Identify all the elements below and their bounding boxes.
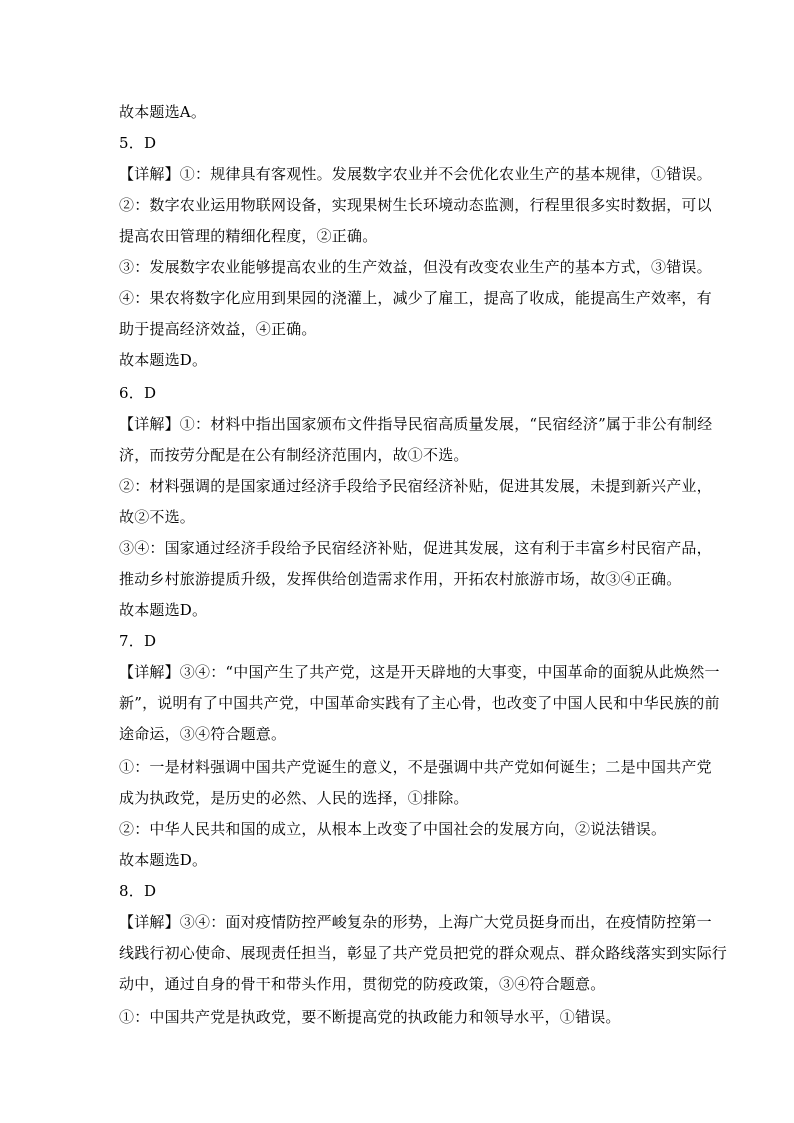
- explanation-line: 提高农田管理的精细化程度，②正确。: [119, 227, 378, 245]
- explanation-line: 途命运，③④符合题意。: [119, 725, 287, 743]
- explanation-line: 故②不选。: [119, 508, 196, 526]
- explanation-line: ②：中华人民共和国的成立，从根本上改变了中国社会的发展方向，②说法错误。: [119, 820, 667, 838]
- explanation-line: ③：发展数字农业能够提高农业的生产效益，但没有改变农业生产的基本方式，③错误。: [119, 258, 712, 276]
- explanation-line: 助于提高经济效益，④正确。: [119, 320, 317, 338]
- question-number-5: 5．D: [119, 134, 157, 152]
- question-number-7: 7．D: [119, 632, 157, 650]
- answer-conclusion: 故本题选D。: [119, 351, 208, 369]
- explanation-line: 【详解】①：材料中指出国家颁布文件指导民宿高质量发展，“民宿经济”属于非公有制经: [119, 415, 713, 433]
- explanation-line: 动中，通过自身的骨干和带头作用，贯彻党的防疫政策，③④符合题意。: [119, 975, 606, 993]
- answer-conclusion: 故本题选A。: [119, 103, 207, 121]
- question-number-8: 8．D: [119, 882, 157, 900]
- question-number-6: 6．D: [119, 384, 157, 402]
- explanation-line: 线践行初心使命、展现责任担当，彰显了共产党员把党的群众观点、群众路线落实到实际行: [119, 944, 728, 962]
- explanation-line: 新”，说明有了中国共产党，中国革命实践有了主心骨，也改变了中国人民和中华民族的前: [119, 694, 720, 712]
- explanation-line: ①：一是材料强调中国共产党诞生的意义，不是强调中共产党如何诞生；二是中国共产党: [119, 758, 712, 776]
- explanation-line: 【详解】③④：“中国产生了共产党，这是开天辟地的大事变，中国革命的面貌从此焕然一: [119, 663, 720, 681]
- explanation-line: 推动乡村旅游提质升级，发挥供给创造需求作用，开拓农村旅游市场，故③④正确。: [119, 570, 682, 588]
- explanation-line: 济，而按劳分配是在公有制经济范围内，故①不选。: [119, 446, 469, 464]
- explanation-line: ②：材料强调的是国家通过经济手段给予民宿经济补贴，促进其发展，未提到新兴产业，: [119, 477, 712, 495]
- answer-conclusion: 故本题选D。: [119, 601, 208, 619]
- explanation-line: 【详解】③④：面对疫情防控严峻复杂的形势，上海广大党员挺身而出，在疫情防控第一: [119, 913, 712, 931]
- explanation-line: 【详解】①：规律具有客观性。发展数字农业并不会优化农业生产的基本规律，①错误。: [119, 165, 712, 183]
- explanation-line: 成为执政党，是历史的必然、人民的选择，①排除。: [119, 789, 469, 807]
- answer-conclusion: 故本题选D。: [119, 851, 208, 869]
- explanation-line: ①：中国共产党是执政党，要不断提高党的执政能力和领导水平，①错误。: [119, 1008, 621, 1026]
- explanation-line: ③④：国家通过经济手段给予民宿经济补贴，促进其发展，这有利于丰富乡村民宿产品，: [119, 539, 712, 557]
- explanation-line: ②：数字农业运用物联网设备，实现果树生长环境动态监测，行程里很多实时数据，可以: [119, 196, 712, 214]
- explanation-line: ④：果农将数字化应用到果园的浇灌上，减少了雇工，提高了收成，能提高生产效率，有: [119, 289, 712, 307]
